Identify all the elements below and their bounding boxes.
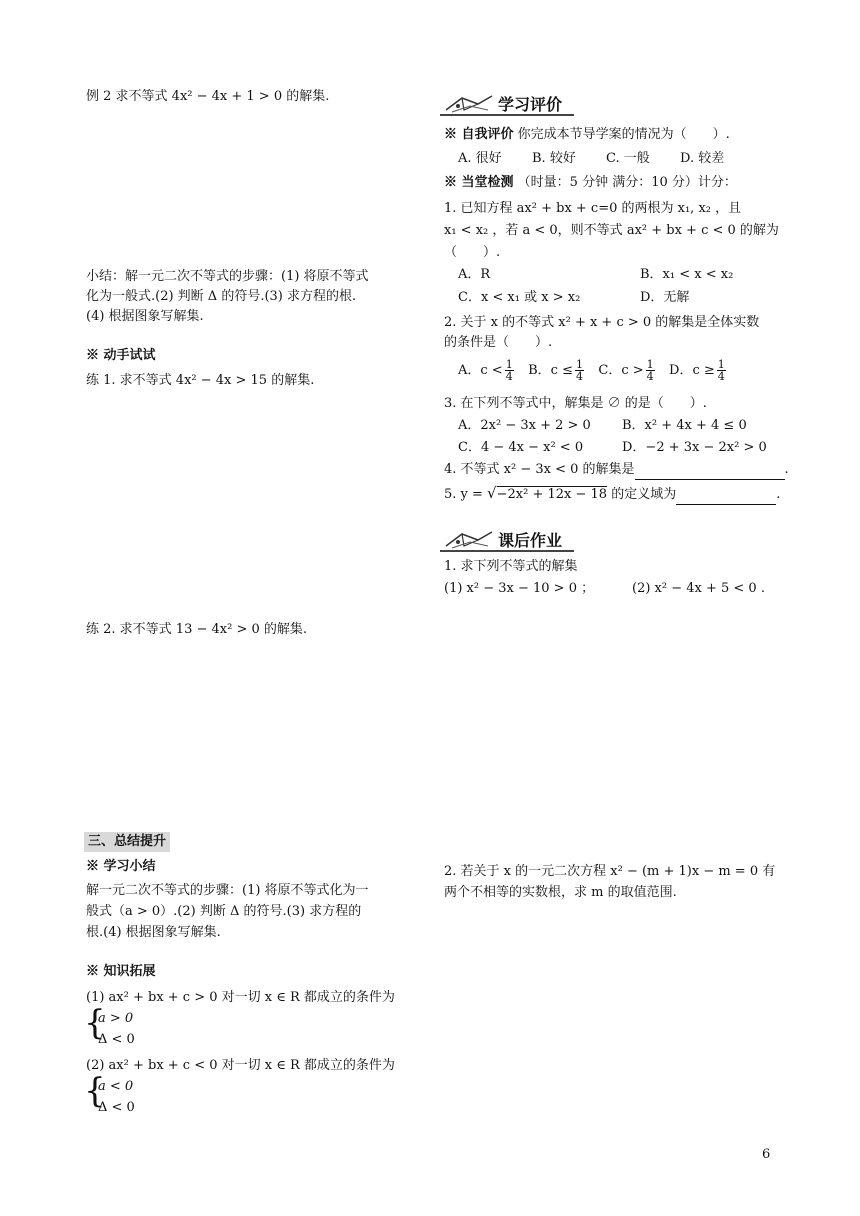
self-evaluation-label: ※ 自我评价 bbox=[444, 127, 514, 142]
homework-header bbox=[440, 526, 590, 556]
self-eval-option-d: D. 较差 bbox=[680, 151, 725, 166]
book-icon bbox=[444, 92, 496, 114]
self-evaluation-text: 你完成本节导学案的情况为（ ）. bbox=[517, 127, 730, 142]
extension-1-cond-a: a > 0 bbox=[98, 1011, 134, 1026]
learn-summary-heading: ※ 学习小结 bbox=[86, 859, 156, 874]
in-class-test-text: （时量：5 分钟 满分：10 分）计分： bbox=[517, 175, 737, 190]
self-eval-option-a: A. 很好 bbox=[458, 151, 502, 166]
homework-title: 课后作业 bbox=[498, 531, 563, 550]
extension-2-cond-a: a < 0 bbox=[98, 1079, 134, 1094]
q2-option-a: A．c < $\frac{1}{4}$ bbox=[458, 358, 513, 383]
page-number: 6 bbox=[762, 1147, 771, 1162]
q3-option-a: A．2x² − 3x + 2 > 0 bbox=[458, 418, 591, 433]
q5-answer-blank[interactable] bbox=[676, 486, 776, 505]
section-3-heading: 三、总结提升 bbox=[84, 832, 170, 852]
self-evaluation bbox=[444, 126, 730, 144]
brace-1: { bbox=[84, 1003, 106, 1043]
q3-option-d: D．−2 + 3x − 2x² > 0 bbox=[622, 440, 767, 455]
self-eval-option-b: B. 较好 bbox=[532, 151, 576, 166]
q1-line-2: x₁ < x₂ ，若 a < 0，则不等式 ax² + bx + c < 0 的解为 bbox=[444, 223, 779, 238]
q2-options bbox=[458, 356, 728, 386]
q2-option-d: D．c ≥ $\frac{1}{4}$ bbox=[669, 358, 725, 383]
practice-2: 练 2. 求不等式 13 − 4x² > 0 的解集. bbox=[86, 622, 308, 637]
q3-option-b: B．x² + 4x + 4 ≤ 0 bbox=[622, 418, 747, 433]
extension-heading: ※ 知识拓展 bbox=[86, 964, 156, 979]
summary-line-2: 化为一般式.(2) 判断 Δ 的符号.(3) 求方程的根. bbox=[86, 289, 357, 304]
q1-option-c: C．x < x₁ 或 x > x₂ bbox=[458, 290, 581, 305]
evaluation-title: 学习评价 bbox=[498, 95, 563, 114]
q1-line-3: （ ）. bbox=[444, 245, 501, 260]
try-heading: ※ 动手试试 bbox=[86, 348, 156, 363]
homework-1-part-2: (2) x² − 4x + 5 < 0 . bbox=[632, 581, 765, 596]
learn-summary-line-1: 解一元二次不等式的步骤：(1) 将原不等式化为一 bbox=[86, 883, 369, 898]
practice-1: 练 1. 求不等式 4x² − 4x > 15 的解集. bbox=[86, 373, 315, 388]
extension-1: (1) ax² + bx + c > 0 对一切 x ∈ R 都成立的条件为 bbox=[86, 990, 395, 1005]
extension-1-cond-b: Δ < 0 bbox=[98, 1032, 135, 1047]
homework-1: 1. 求下列不等式的解集 bbox=[444, 559, 578, 574]
q5-suffix: 的定义域为 bbox=[611, 487, 677, 502]
learn-summary-line-3: 根.(4) 根据图象写解集. bbox=[86, 925, 221, 940]
q2-line-1: 2. 关于 x 的不等式 x² + x + c > 0 的解集是全体实数 bbox=[444, 315, 760, 330]
q4: 4. 不等式 x² − 3x < 0 的解集是 . bbox=[444, 461, 789, 480]
summary-line-3: (4) 根据图象写解集. bbox=[86, 309, 204, 324]
evaluation-header bbox=[440, 90, 590, 120]
book-icon bbox=[444, 528, 496, 550]
q1-line-1: 1. 已知方程 ax² + bx + c=0 的两根为 x₁, x₂ ，且 bbox=[444, 201, 742, 216]
in-class-test-label: ※ 当堂检测 bbox=[444, 175, 514, 190]
homework-1-part-1: (1) x² − 3x − 10 > 0 ； bbox=[444, 581, 595, 596]
homework-2-line-1: 2. 若关于 x 的一元二次方程 x² − (m + 1)x − m = 0 有 bbox=[444, 864, 776, 879]
q4-text: 4. 不等式 x² − 3x < 0 的解集是 bbox=[444, 462, 635, 477]
q2-line-2: 的条件是（ ）. bbox=[444, 335, 553, 350]
q2-option-b: B．c ≤ $\frac{1}{4}$ bbox=[528, 358, 583, 383]
q1-option-d: D．无解 bbox=[640, 290, 690, 305]
homework-2-line-2: 两个不相等的实数根，求 m 的取值范围. bbox=[444, 885, 677, 900]
brace-2: { bbox=[84, 1071, 106, 1111]
q1-option-b: B．x₁ < x < x₂ bbox=[640, 267, 734, 282]
sqrt-symbol: √ bbox=[487, 484, 497, 502]
self-eval-option-c: C. 一般 bbox=[606, 151, 650, 166]
in-class-test bbox=[444, 174, 737, 192]
q5-radicand: −2x² + 12x − 18 bbox=[496, 487, 608, 502]
q1-option-a: A．R bbox=[458, 267, 491, 282]
q4-answer-blank[interactable] bbox=[635, 461, 785, 480]
extension-2: (2) ax² + bx + c < 0 对一切 x ∈ R 都成立的条件为 bbox=[86, 1058, 395, 1073]
learn-summary-line-2: 般式（a > 0）.(2) 判断 Δ 的符号.(3) 求方程的 bbox=[86, 904, 362, 919]
q5-prefix: 5. y = bbox=[444, 487, 483, 502]
q5: 5. y = √−2x² + 12x − 18 的定义域为 . bbox=[444, 484, 780, 505]
q2-option-c: C．c > $\frac{1}{4}$ bbox=[598, 358, 654, 383]
q3: 3. 在下列不等式中，解集是 ∅ 的是（ ）. bbox=[444, 396, 707, 411]
q3-option-c: C．4 − 4x − x² < 0 bbox=[458, 440, 584, 455]
extension-2-cond-b: Δ < 0 bbox=[98, 1100, 135, 1115]
example-2: 例 2 求不等式 4x² − 4x + 1 > 0 的解集. bbox=[86, 89, 330, 104]
summary-line-1: 小结：解一元二次不等式的步骤：(1) 将原不等式 bbox=[86, 269, 369, 284]
